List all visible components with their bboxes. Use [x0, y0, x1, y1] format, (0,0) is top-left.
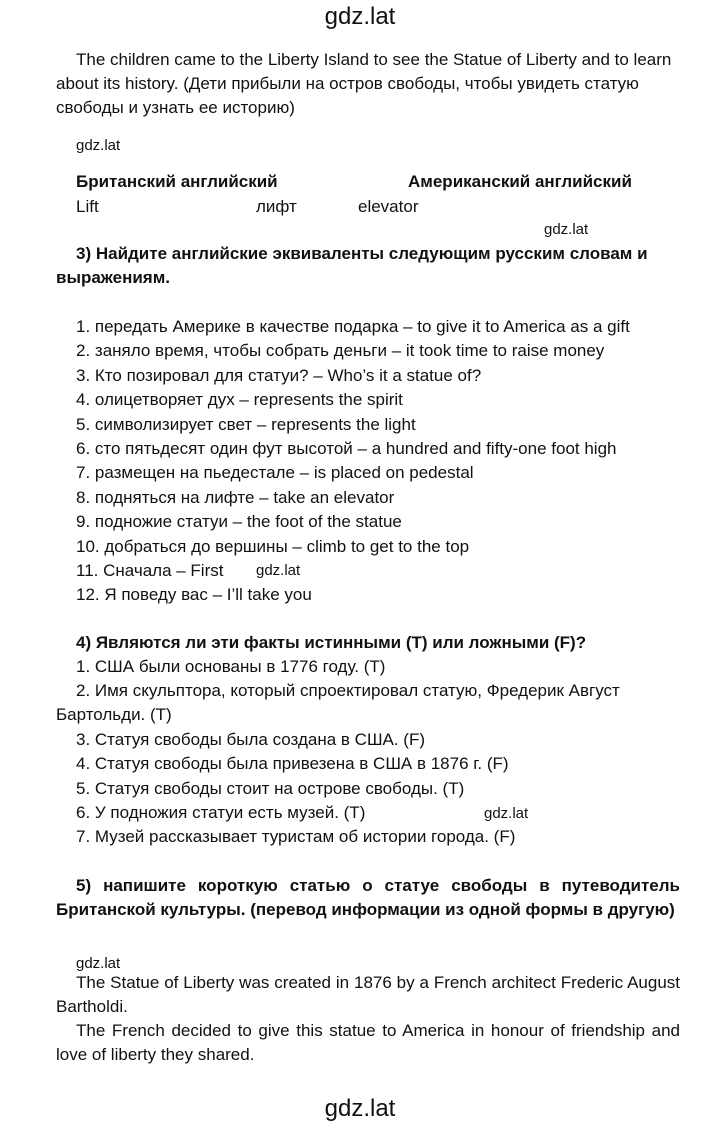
header-british-english: Британский английский	[76, 172, 278, 191]
task5-title: 5) напишите короткую статью о статуе свободы в путеводитель Британской культуры. (перевод информации из одной формы в другую)	[56, 876, 680, 919]
watermark-small: gdz.lat	[484, 805, 529, 822]
list-item: 1. США были основаны в 1776 году. (T)	[76, 657, 386, 676]
watermark-bottom: gdz.lat	[324, 1095, 396, 1122]
intro-paragraph: The children came to the Liberty Island to see the Statue of Liberty and to learn about its history. (Дети прибыли на остров свободы, чтобы увидеть статую свободы и узнать ее историю)	[56, 50, 672, 117]
british-word: Lift	[76, 197, 99, 216]
header-american-english: Американский английский	[408, 172, 632, 191]
task5-paragraph-2: The French decided to give this statue to America in honour of friendship and love of liberty they shared.	[56, 1021, 680, 1064]
watermark-small: gdz.lat	[256, 562, 301, 579]
list-item: 3. Кто позировал для статуи? – Who’s it a statue of?	[76, 365, 482, 385]
list-item: 7. размещен на пьедестале – is placed on pedestal	[76, 463, 474, 483]
list-item: 5. символизирует свет – represents the light	[76, 414, 416, 434]
list-item: 4. олицетворяет дух – represents the spirit	[76, 390, 403, 410]
watermark-small: gdz.lat	[544, 221, 589, 238]
watermark-small: gdz.lat	[76, 137, 121, 154]
task5-paragraph-1: The Statue of Liberty was created in 1876 by a French architect Frederic August Bartholdi.	[56, 973, 680, 1016]
watermark-small: gdz.lat	[76, 955, 121, 972]
russian-word: лифт	[256, 197, 297, 216]
list-item: 7. Музей рассказывает туристам об истории города. (F)	[76, 827, 516, 846]
task3-title: 3) Найдите английские эквиваленты следующим русским словам и выражениям.	[56, 244, 648, 287]
list-item: 2. заняло время, чтобы собрать деньги – it took time to raise money	[76, 341, 605, 361]
list-item: 6. сто пятьдесят один фут высотой – a hundred and fifty-one foot high	[76, 439, 617, 459]
list-item: 4. Статуя свободы была привезена в США в 1876 г. (F)	[76, 754, 509, 773]
task3-list	[76, 315, 630, 608]
list-item: 3. Статуя свободы была создана в США. (F)	[76, 730, 426, 749]
list-item: 6. У подножия статуи есть музей. (T)	[76, 803, 366, 822]
list-item: 12. Я поведу вас – I’ll take you	[76, 585, 312, 605]
watermark-top: gdz.lat	[324, 3, 396, 30]
list-item: 11. Сначала – First	[76, 561, 224, 581]
task4-title: 4) Являются ли эти факты истинными (T) или ложными (F)?	[76, 633, 587, 652]
list-item: 1. передать Америке в качестве подарка – to give it to America as a gift	[76, 317, 630, 336]
list-item: 9. подножие статуи – the foot of the statue	[76, 512, 402, 532]
list-item: 10. добраться до вершины – climb to get to the top	[76, 536, 470, 556]
list-item: 5. Статуя свободы стоит на острове свободы. (T)	[76, 779, 465, 798]
list-item: 8. подняться на лифте – take an elevator	[76, 487, 395, 507]
list-item: 2. Имя скульптора, который спроектировал статую, Фредерик Август Бартольди. (T)	[56, 681, 620, 724]
american-word: elevator	[358, 197, 419, 216]
